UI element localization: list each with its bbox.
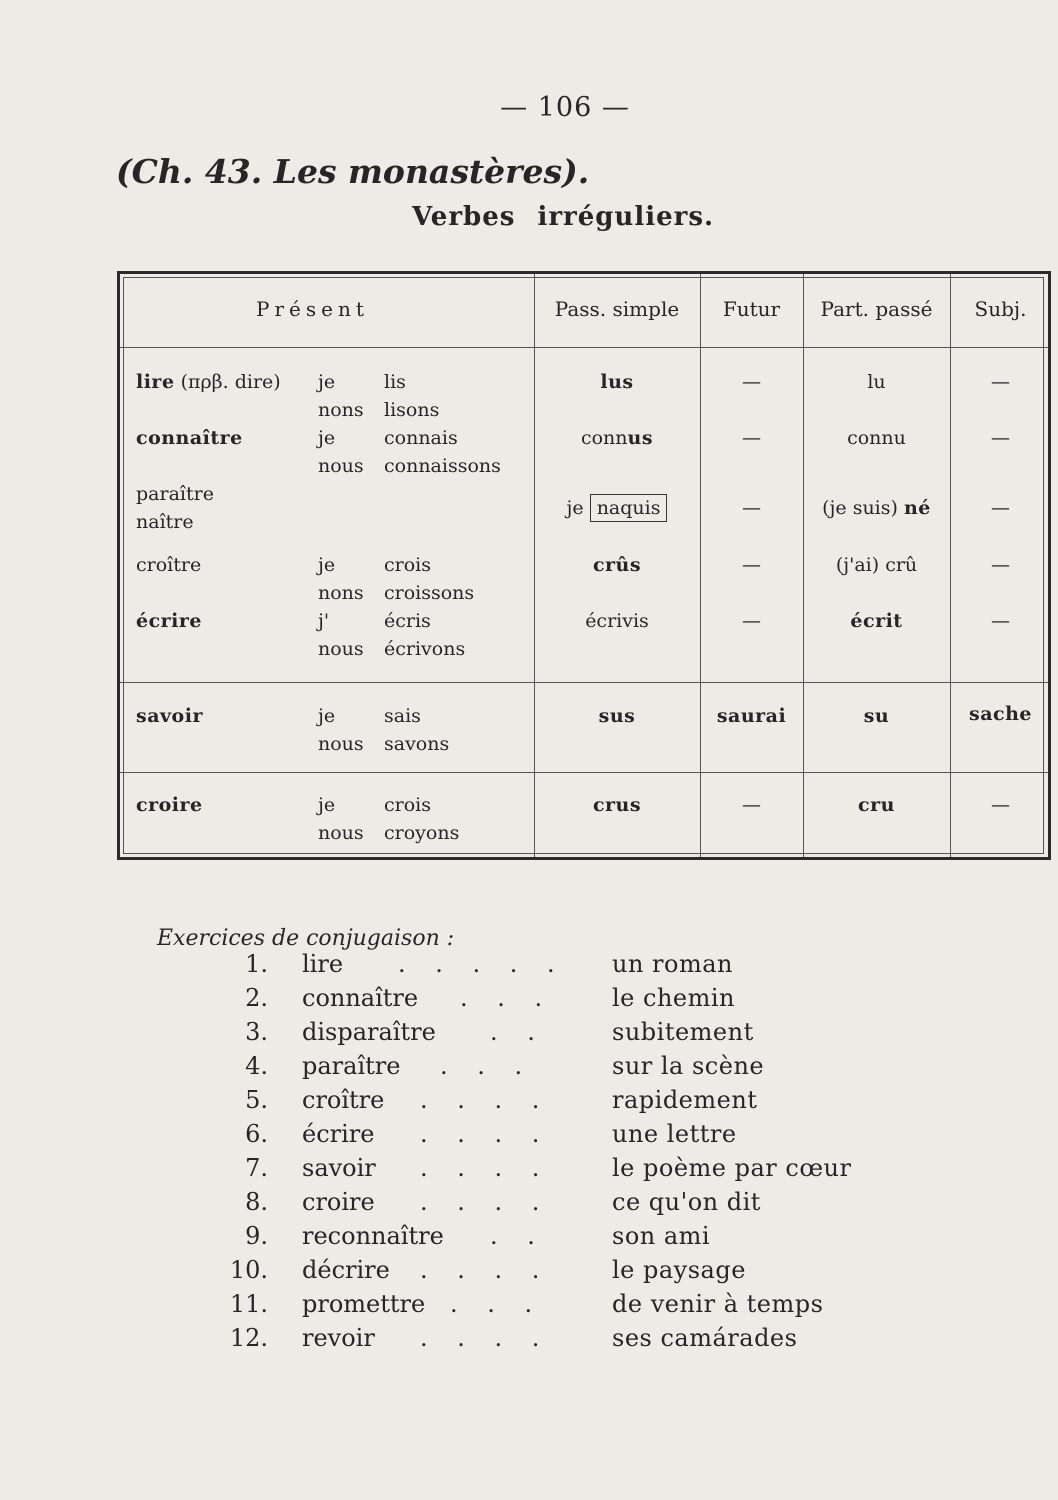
verb-infinitive: naître <box>136 511 194 533</box>
exercise-object: le chemin <box>612 984 735 1012</box>
exercise-object: de venir à temps <box>612 1290 824 1318</box>
exercise-number: 7. <box>245 1154 268 1182</box>
exercise-leader-dots: . . . . <box>420 1120 551 1148</box>
participle-auxiliary: (j'ai) <box>835 554 880 576</box>
futur-form: — <box>742 497 761 519</box>
exercise-item <box>0 1018 1058 1051</box>
verb-form: savons <box>384 733 450 755</box>
row-divider <box>120 347 1048 348</box>
subj-form: — <box>991 371 1010 393</box>
verb-form: écrivons <box>384 638 466 660</box>
header-part-passe: Part. passé <box>820 297 933 321</box>
exercise-leader-dots: . . . . <box>420 1086 551 1114</box>
pass-simple-form: crûs <box>592 554 642 576</box>
participle-form: cru <box>858 794 895 816</box>
pass-simple-form: sus <box>598 705 636 727</box>
exercise-verb: croître <box>302 1086 385 1114</box>
pass-simple-ending: us <box>627 427 654 449</box>
verb-form: croyons <box>384 822 460 844</box>
verb-infinitive-word: lire <box>136 371 175 393</box>
verb-form: crois <box>384 554 431 576</box>
subj-form: — <box>991 610 1010 632</box>
pronoun: je <box>318 427 336 449</box>
exercise-item <box>0 1052 1058 1085</box>
pronoun: je <box>318 554 336 576</box>
verb-form: lis <box>384 371 406 393</box>
exercise-verb: écrire <box>302 1120 375 1148</box>
pass-simple-form <box>534 424 700 452</box>
exercise-title: Exercices de conjugaison : <box>157 926 455 951</box>
exercise-number: 12. <box>229 1324 268 1352</box>
verb-infinitive: croire <box>136 794 203 816</box>
exercise-object: rapidement <box>612 1086 758 1114</box>
exercise-number: 1. <box>245 950 268 978</box>
participle-form: su <box>863 705 890 727</box>
exercise-verb: promettre <box>302 1290 426 1318</box>
participle-auxiliary: (je suis) <box>822 497 898 519</box>
exercise-leader-dots: . . . <box>450 1290 544 1318</box>
exercise-item <box>0 1256 1058 1289</box>
participle-form: connu <box>847 427 906 449</box>
page-number: — 106 — <box>500 92 630 123</box>
exercise-verb: paraître <box>302 1052 401 1080</box>
exercise-leader-dots: . . . <box>460 984 554 1012</box>
subj-form: sache <box>969 703 1032 725</box>
exercise-verb: croire <box>302 1188 375 1216</box>
header-pass-simple: Pass. simple <box>554 297 680 321</box>
exercise-number: 6. <box>245 1120 268 1148</box>
exercise-number: 8. <box>245 1188 268 1216</box>
futur-form: — <box>742 427 761 449</box>
pass-simple-pronoun: je <box>566 497 584 519</box>
exercise-verb: connaître <box>302 984 419 1012</box>
pronoun: nous <box>318 822 364 844</box>
exercise-object: ses camárades <box>612 1324 798 1352</box>
exercise-object: ce qu'on dit <box>612 1188 761 1216</box>
exercise-item <box>0 1324 1058 1357</box>
exercise-object: une lettre <box>612 1120 737 1148</box>
pass-simple-form: crus <box>592 794 642 816</box>
verb-form: connais <box>384 427 458 449</box>
exercise-object: subitement <box>612 1018 754 1046</box>
chapter-heading: (Ch. 43. Les monastères). <box>116 152 590 191</box>
header-subj: Subj. <box>974 297 1027 321</box>
exercise-item <box>0 950 1058 983</box>
pronoun: nons <box>318 399 364 421</box>
participle-word: né <box>903 497 931 519</box>
participle-form: écrit <box>850 610 903 632</box>
pronoun: j' <box>318 610 330 632</box>
pronoun: nous <box>318 733 364 755</box>
participle-form <box>803 494 950 522</box>
exercise-number: 4. <box>245 1052 268 1080</box>
verb-note: (πρβ. dire) <box>180 371 281 393</box>
verb-infinitive: connaître <box>136 427 243 449</box>
exercise-number: 9. <box>245 1222 268 1250</box>
exercise-leader-dots: . . . . <box>420 1324 551 1352</box>
exercise-leader-dots: . . <box>490 1018 546 1046</box>
header-futur: Futur <box>722 297 781 321</box>
exercise-leader-dots: . . . . <box>420 1188 551 1216</box>
verb-infinitive: paraître <box>136 483 214 505</box>
exercise-number: 3. <box>245 1018 268 1046</box>
exercise-leader-dots: . . . . <box>420 1154 551 1182</box>
pronoun: je <box>318 794 336 816</box>
exercise-item <box>0 1222 1058 1255</box>
exercise-verb: revoir <box>302 1324 375 1352</box>
subj-form: — <box>991 497 1010 519</box>
verb-form: crois <box>384 794 431 816</box>
futur-form: — <box>742 371 761 393</box>
exercise-leader-dots: . . . <box>440 1052 534 1080</box>
verb-infinitive: écrire <box>136 610 202 632</box>
exercise-item <box>0 1120 1058 1153</box>
futur-form: saurai <box>716 705 787 727</box>
pronoun: nons <box>318 582 364 604</box>
exercise-leader-dots: . . . . <box>420 1256 551 1284</box>
exercise-number: 5. <box>245 1086 268 1114</box>
pass-simple-boxed-form: naquis <box>590 494 668 522</box>
participle-form <box>803 551 950 579</box>
exercise-number: 2. <box>245 984 268 1012</box>
pass-simple-form <box>534 494 700 522</box>
exercise-verb: lire <box>302 950 344 978</box>
row-divider <box>120 772 1048 773</box>
pronoun: je <box>318 705 336 727</box>
exercise-item <box>0 1154 1058 1187</box>
pass-simple-form: lus <box>600 371 634 393</box>
subj-form: — <box>991 554 1010 576</box>
header-present: Présent <box>256 297 369 321</box>
verb-table <box>117 271 1051 860</box>
verb-infinitive: savoir <box>136 705 203 727</box>
pronoun: nous <box>318 638 364 660</box>
futur-form: — <box>742 794 761 816</box>
exercise-object: le poème par cœur <box>612 1154 852 1182</box>
exercise-verb: décrire <box>302 1256 390 1284</box>
subj-form: — <box>991 794 1010 816</box>
row-divider <box>120 682 1048 683</box>
exercise-item <box>0 984 1058 1017</box>
futur-form: — <box>742 554 761 576</box>
exercise-item <box>0 1086 1058 1119</box>
exercise-object: le paysage <box>612 1256 746 1284</box>
participle-word: crû <box>885 554 918 576</box>
verb-infinitive: croître <box>136 554 202 576</box>
exercise-object: un roman <box>612 950 733 978</box>
verb-form: écris <box>384 610 431 632</box>
exercise-item <box>0 1188 1058 1221</box>
exercise-leader-dots: . . <box>490 1222 546 1250</box>
exercise-number: 11. <box>229 1290 268 1318</box>
futur-form: — <box>742 610 761 632</box>
exercise-verb: disparaître <box>302 1018 436 1046</box>
pronoun: je <box>318 371 336 393</box>
verb-form: sais <box>384 705 421 727</box>
pass-simple-form: écrivis <box>585 610 649 632</box>
table-title: Verbes irréguliers. <box>412 202 715 232</box>
pass-simple-stem: conn <box>580 427 628 449</box>
verb-form: croissons <box>384 582 475 604</box>
verb-form: connaissons <box>384 455 501 477</box>
exercise-object: son ami <box>612 1222 711 1250</box>
verb-infinitive <box>136 368 281 396</box>
subj-form: — <box>991 427 1010 449</box>
exercise-item <box>0 1290 1058 1323</box>
exercise-leader-dots: . . . . . <box>398 950 566 978</box>
exercise-number: 10. <box>229 1256 268 1284</box>
exercise-object: sur la scène <box>612 1052 765 1080</box>
exercise-verb: reconnaître <box>302 1222 444 1250</box>
verb-form: lisons <box>384 399 440 421</box>
participle-form: lu <box>867 371 886 393</box>
exercise-verb: savoir <box>302 1154 376 1182</box>
pronoun: nous <box>318 455 364 477</box>
